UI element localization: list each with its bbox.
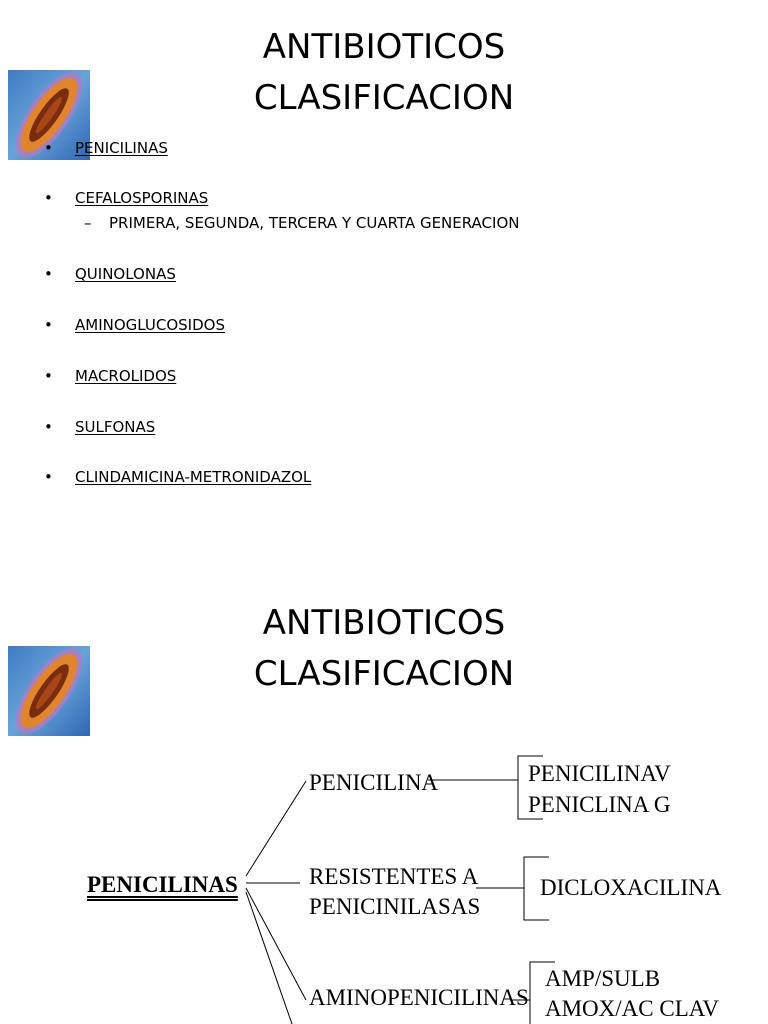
- bullet-dot: •: [44, 265, 53, 283]
- branch-node-aminopenicilinas: AMINOPENICILINAS: [309, 985, 529, 1010]
- title-line-1: ANTIBIOTICOS: [262, 27, 506, 67]
- bullet-dot: •: [44, 367, 53, 385]
- slide-penicilinas-diagram: [0, 576, 768, 1024]
- bullet-dot: •: [44, 139, 53, 157]
- bullet-link-cefalosporinas[interactable]: CEFALOSPORINAS: [75, 189, 209, 207]
- sub-bullet-text: PRIMERA, SEGUNDA, TERCERA Y CUARTA GENERACION: [109, 214, 520, 232]
- branch-node-resistentes-line2: PENICINILASAS: [309, 894, 481, 919]
- root-node-penicilinas: PENICILINAS: [87, 872, 238, 897]
- bullet-dot: •: [44, 316, 53, 334]
- bullet-link-penicilinas[interactable]: PENICILINAS: [75, 139, 168, 157]
- connector-line: [246, 888, 306, 1000]
- bullet-link-sulfonas[interactable]: SULFONAS: [75, 418, 156, 436]
- branch-node-resistentes-line1: RESISTENTES A: [309, 864, 479, 889]
- bullet-dot: •: [44, 189, 53, 207]
- sub-bullet: [84, 213, 519, 233]
- bullet-link-macrolidos[interactable]: MACROLIDOS: [75, 367, 177, 385]
- bullet-dot: •: [44, 418, 53, 436]
- leaf-node-penicilinav: PENICILINAV: [528, 761, 671, 786]
- bullet-link-aminoglucosidos[interactable]: AMINOGLUCOSIDOS: [75, 316, 225, 334]
- branch-node-penicilina: PENICILINA: [309, 770, 439, 795]
- connector-line: [246, 781, 306, 876]
- title-line-2: CLASIFICACION: [253, 78, 515, 118]
- connector-line: [246, 892, 292, 1024]
- bullet-link-clindamicina-metronidazol[interactable]: CLINDAMICINA-METRONIDAZOL: [75, 468, 312, 486]
- sub-bullet-dash: –: [84, 214, 92, 232]
- penicilinas-tree-diagram: [0, 576, 768, 1024]
- title-line-2: CLASIFICACION: [253, 654, 515, 694]
- bullet-link-quinolonas[interactable]: QUINOLONAS: [75, 265, 176, 283]
- leaf-node-dicloxacilina: DICLOXACILINA: [540, 875, 722, 900]
- leaf-node-amp-sulb: AMP/SULB: [545, 966, 661, 991]
- title-line-1: ANTIBIOTICOS: [262, 603, 506, 643]
- leaf-node-amox-ac-clav: AMOX/AC CLAV: [545, 996, 720, 1021]
- leaf-node-peniclina-g: PENICLINA G: [528, 792, 671, 817]
- bullet-dot: •: [44, 468, 53, 486]
